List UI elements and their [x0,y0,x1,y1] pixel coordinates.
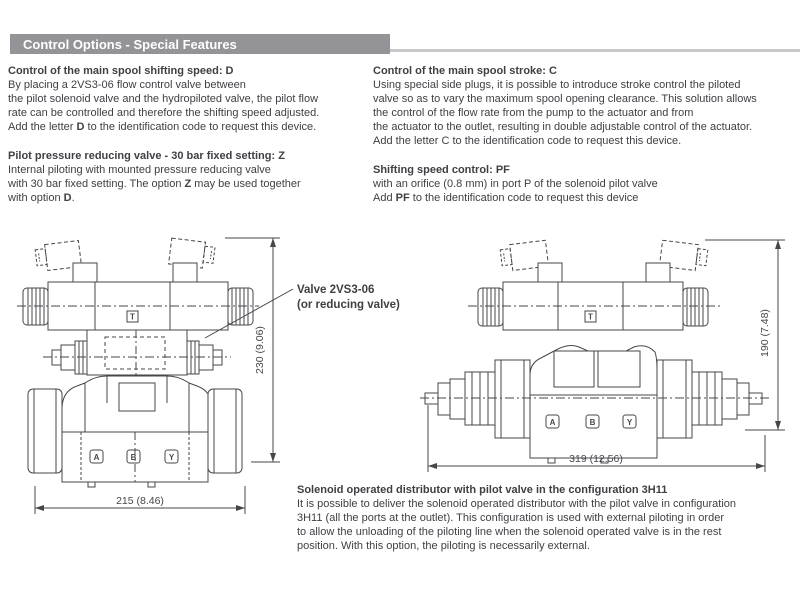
dimension-width [35,486,245,514]
pilot-valve-group [468,282,720,330]
dim-height-label: 190 (7.48) [759,309,771,357]
port-y-label: Y [626,418,633,427]
tank-port-label: T [588,312,593,322]
para-heading: Pilot pressure reducing valve - 30 bar fixed setting: Z [8,150,285,162]
tank-port-label: T [130,312,135,322]
port-b-label: B [130,453,137,462]
para-reducing-valve-z [8,149,370,205]
para-speed-control-pf [373,163,800,205]
section-header-bar [10,34,390,54]
port-b-label: B [589,418,596,427]
para-heading: Solenoid operated distributor with pilot valve in the configuration 3H11 [297,484,668,496]
para-spool-stroke-c [373,64,800,148]
cable-connector-icon [35,238,216,282]
para-body: Internal piloting with mounted pressure reducing valve with 30 bar fixed setting. The option Z may be used together with option D. [8,164,301,204]
main-valve-group [28,376,242,487]
main-valve-group [420,346,770,463]
para-shifting-speed-d [8,64,370,134]
pilot-valve-group [17,282,259,330]
drawing-valve-stroke-control [418,233,798,488]
port-y-label: Y [168,453,175,462]
para-heading: Control of the main spool shifting speed: D [8,65,234,77]
header-rule-divider [390,49,800,52]
drawing-valve-with-module [15,233,315,523]
para-body: Using special side plugs, it is possible to introduce stroke control the piloted valve so as to vary the maximum spool opening clearance. This solution allows the control of the flow rate from the pump to the actuator and from the actuator to the outlet, resulting in double adjustable control of the actuator. Add the letter C to the identification code to request this device. [373,79,757,147]
dim-width-label: 319 (12.56) [569,453,623,465]
page-title: Control Options - Special Features [23,36,237,52]
para-body: with an orifice (0.8 mm) in port P of the solenoid pilot valve Add PF to the identification code to request this device [373,178,658,204]
column-right [373,64,800,220]
port-a-label: A [93,453,100,462]
cable-connector-icon [500,240,709,282]
para-body: By placing a 2VS3-06 flow control valve between the pilot solenoid valve and the hydropiloted valve, the pilot flow rate can be controlled and therefore the shifting speed adjusted. Add the letter D to the identification code to request this device. [8,79,320,133]
module-2vs3-group [43,330,231,375]
column-left [8,64,370,220]
dim-height-label: 230 (9.06) [254,326,266,374]
section-configuration-3h11 [297,483,797,568]
para-body: It is possible to deliver the solenoid operated distributor with the pilot valve in configuration 3H11 (all the ports at the outlet). This configuration is used with external piloting in order to allow the unloading of the piloting line when the solenoid operated valve is in the rest position. With this option, the piloting is necessarily external. [297,498,737,552]
para-heading: Control of the main spool stroke: C [373,65,557,77]
port-a-label: A [549,418,556,427]
dim-width-label: 215 (8.46) [116,495,164,507]
callout-valve-2vs3: Valve 2VS3-06 (or reducing valve) [297,284,400,311]
para-heading: Shifting speed control: PF [373,164,510,176]
